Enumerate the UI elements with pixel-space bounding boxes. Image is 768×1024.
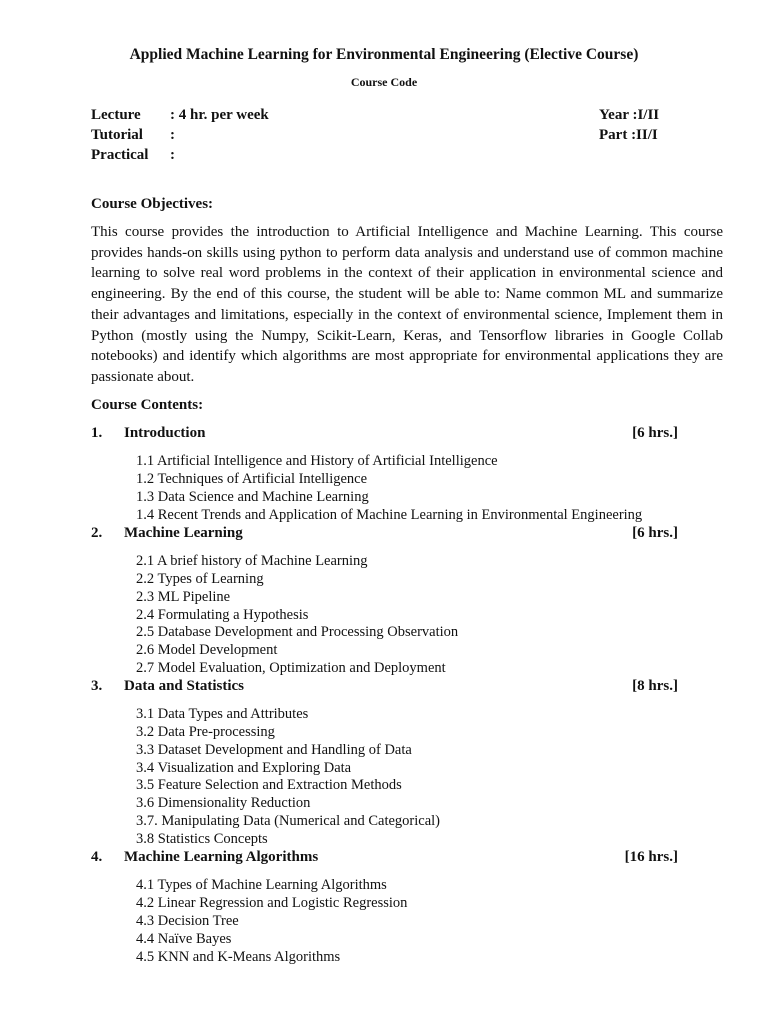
objectives-heading: Course Objectives: [91,196,214,212]
topic-item: 4.1 Types of Machine Learning Algorithms [136,877,387,893]
topic-item: 3.1 Data Types and Attributes [136,706,309,722]
unit-number: 1. [91,425,103,441]
objectives-line: notebooks) and identify which algorithms are most appropriate for environmental applications they are [91,348,723,365]
topic-item: 2.3 ML Pipeline [136,589,231,605]
unit-hours: [6 hrs.] [632,525,678,541]
objectives-line: their advantages and limitations, especially in the context of environmental science, Implement them in [91,306,723,323]
topic-item: 2.2 Types of Learning [136,571,264,587]
topic-item: 2.6 Model Development [136,642,278,658]
unit-title: Data and Statistics [124,678,245,694]
topic-item: 2.7 Model Evaluation, Optimization and Deployment [136,660,446,676]
topic-item: 4.3 Decision Tree [136,913,239,929]
unit-hours: [8 hrs.] [632,678,678,694]
topic-item: 1.1 Artificial Intelligence and History of Artificial Intelligence [136,453,498,469]
topic-item: 2.4 Formulating a Hypothesis [136,607,309,623]
objectives-line: provides hands-on skills using python to perform data analysis and understand use of common machine [91,244,723,261]
tutorial-value: : [170,127,175,143]
topic-item: 2.5 Database Development and Processing Observation [136,624,459,640]
unit-hours: [6 hrs.] [632,425,678,441]
topic-item: 4.5 KNN and K-Means Algorithms [136,949,341,965]
topic-item: 3.3 Dataset Development and Handling of Data [136,742,412,758]
topic-item: 3.7. Manipulating Data (Numerical and Categorical) [136,813,440,829]
course-title: Applied Machine Learning for Environmental Engineering (Elective Course) [129,46,639,63]
topic-item: 3.4 Visualization and Exploring Data [136,760,352,776]
objectives-paragraph [91,222,723,388]
topic-item: 1.2 Techniques of Artificial Intelligence [136,471,368,487]
topic-item: 3.8 Statistics Concepts [136,831,268,847]
unit-title: Introduction [124,425,206,441]
objectives-line: learning to solve real word problems in the context of their application in environmental science and [91,265,723,282]
objectives-line: engineering. By the end of this course, the student will be able to: Name common ML and summarize [91,286,723,303]
tutorial-label: Tutorial [91,127,143,143]
objectives-line: passionate about. [91,368,195,385]
year-value: Year :I/II [599,107,660,123]
course-code-label: Course Code [350,75,418,89]
topic-item: 4.4 Naïve Bayes [136,931,232,947]
unit-number: 2. [91,525,103,541]
topic-item: 2.1 A brief history of Machine Learning [136,553,368,569]
unit-number: 4. [91,849,103,865]
unit-title: Machine Learning [124,525,243,541]
practical-value: : [170,147,175,163]
unit-number: 3. [91,678,103,694]
unit-title: Machine Learning Algorithms [124,849,319,865]
contents-heading: Course Contents: [91,397,204,413]
objectives-line: Python (mostly using the Numpy, Scikit-Learn, Keras, and Tensorflow libraries in Google Collab [91,327,723,344]
lecture-value: : 4 hr. per week [170,107,269,123]
objectives-line: This course provides the introduction to Artificial Intelligence and Machine Learning. This course [91,224,723,240]
topic-item: 1.4 Recent Trends and Application of Machine Learning in Environmental Engineering [136,507,643,523]
topic-item: 1.3 Data Science and Machine Learning [136,489,369,505]
topic-item: 3.6 Dimensionality Reduction [136,795,311,811]
practical-label: Practical [91,147,149,163]
unit-hours: [16 hrs.] [624,849,678,865]
lecture-label: Lecture [91,107,141,123]
part-value: Part :II/I [599,127,658,143]
topic-item: 3.5 Feature Selection and Extraction Methods [136,777,402,793]
topic-item: 4.2 Linear Regression and Logistic Regression [136,895,408,911]
topic-item: 3.2 Data Pre-processing [136,724,275,740]
